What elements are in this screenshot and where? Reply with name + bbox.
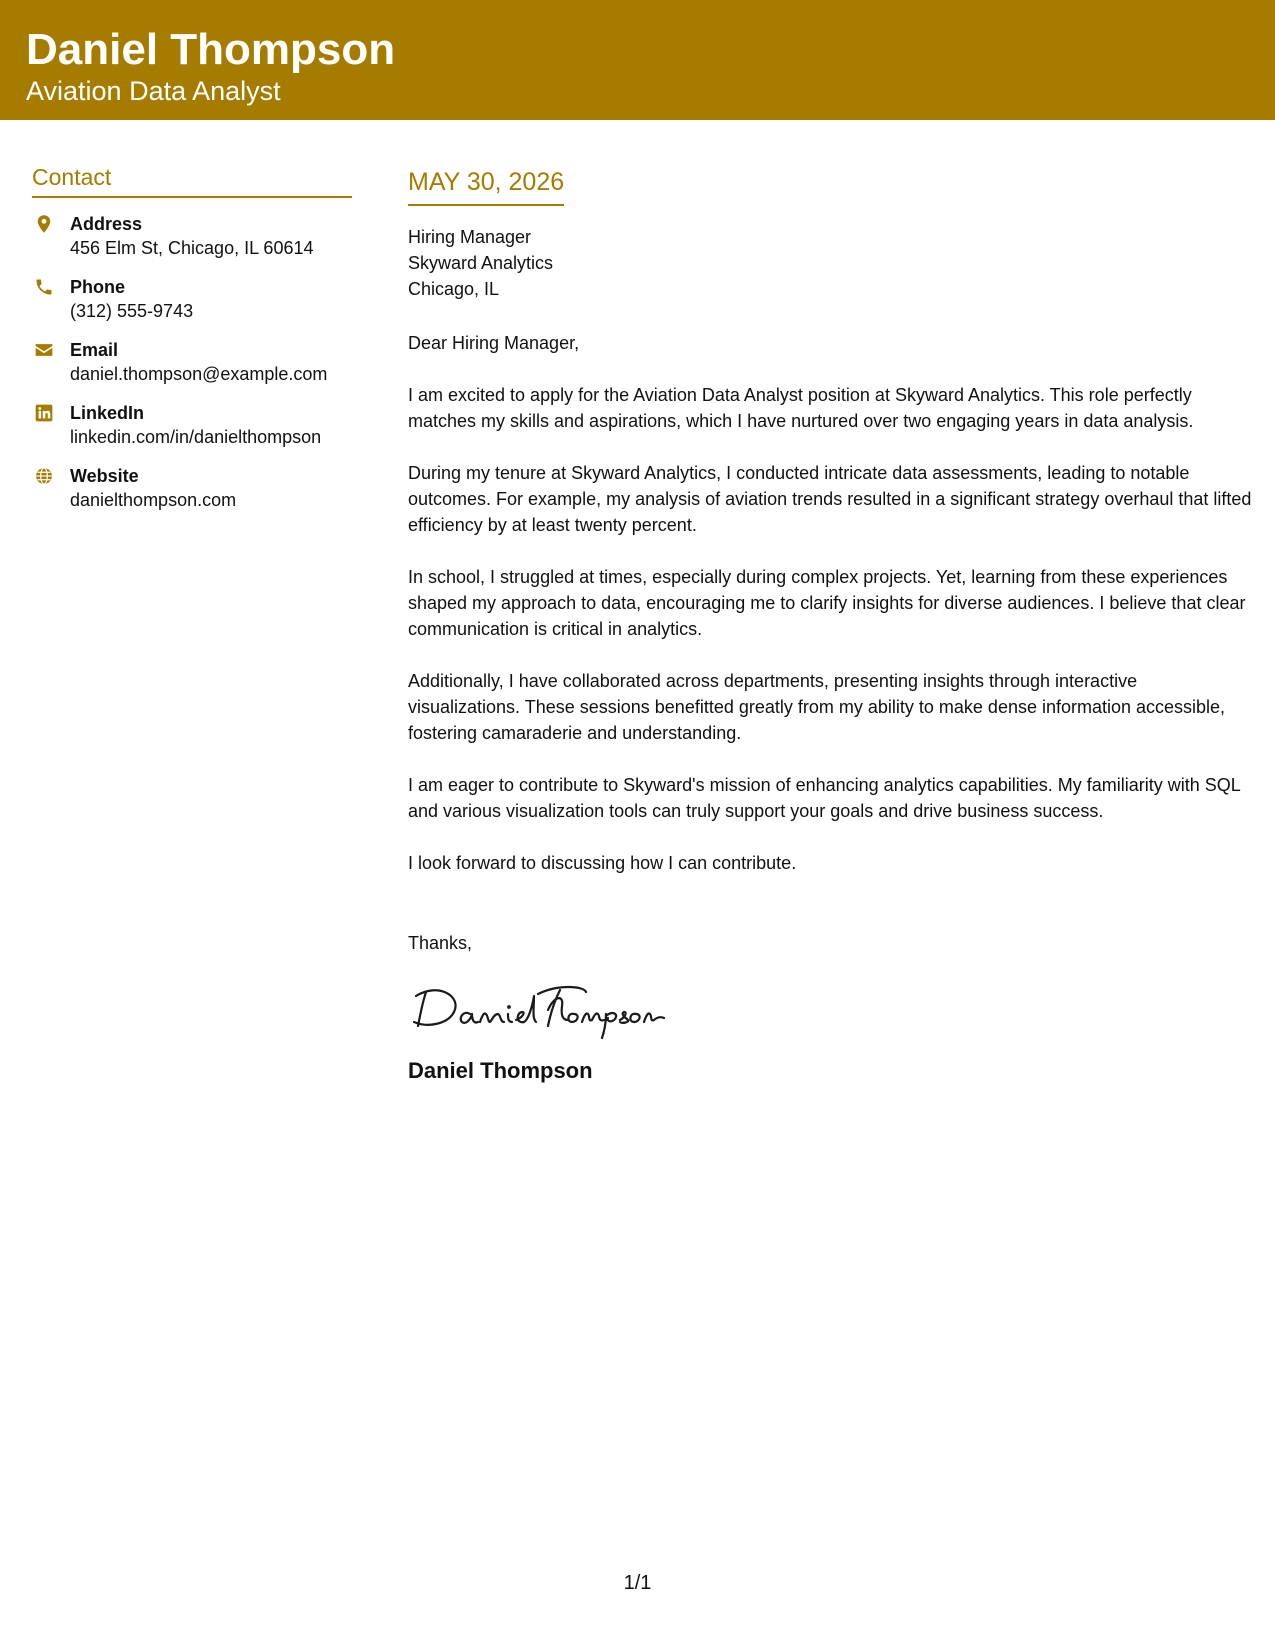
job-title: Aviation Data Analyst bbox=[26, 76, 281, 106]
page-number: 1/1 bbox=[623, 1572, 652, 1594]
contact-item-linkedin bbox=[32, 401, 352, 464]
contact-sidebar bbox=[32, 162, 352, 527]
phone-icon bbox=[34, 277, 54, 297]
recipient-line: Chicago, IL bbox=[408, 279, 500, 299]
map-pin-icon bbox=[34, 214, 54, 234]
signer-name: Daniel Thompson bbox=[408, 1058, 593, 1083]
globe-icon bbox=[34, 466, 54, 486]
salutation: Dear Hiring Manager, bbox=[408, 333, 580, 353]
address-label: Address bbox=[70, 214, 143, 234]
body-paragraph: In school, I struggled at times, especially during complex projects. Yet, learning from these experiences shaped my approach to data, encouraging me to clarify insights for diverse audiences. I believe that clear communication is critical in analytics. bbox=[408, 567, 1246, 639]
closing: Thanks, bbox=[408, 933, 473, 953]
linkedin-label: LinkedIn bbox=[70, 403, 145, 423]
contact-item-phone bbox=[32, 275, 352, 338]
address-value: 456 Elm St, Chicago, IL 60614 bbox=[70, 238, 314, 258]
website-value[interactable]: danielthompson.com bbox=[70, 490, 237, 510]
body-paragraph: I am excited to apply for the Aviation Data Analyst position at Skyward Analytics. This role perfectly matches my skills and aspirations, which I have nurtured over two engaging years in data analysis. bbox=[408, 385, 1194, 431]
body-paragraph: I look forward to discussing how I can contribute. bbox=[408, 853, 797, 873]
body-paragraph: Additionally, I have collaborated across departments, presenting insights through interactive visualizations. These sessions benefitted greatly from my ability to make dense information accessible, fostering camaraderie and understanding. bbox=[408, 671, 1226, 743]
letter-body bbox=[408, 165, 1253, 1086]
applicant-name: Daniel Thompson bbox=[26, 25, 396, 74]
envelope-icon bbox=[34, 340, 54, 360]
recipient-line: Hiring Manager bbox=[408, 227, 532, 247]
phone-label: Phone bbox=[70, 277, 126, 297]
header-banner bbox=[0, 0, 1275, 120]
email-label: Email bbox=[70, 340, 119, 360]
linkedin-value[interactable]: linkedin.com/in/danielthompson bbox=[70, 427, 322, 447]
recipient-line: Skyward Analytics bbox=[408, 253, 554, 273]
website-label: Website bbox=[70, 466, 139, 486]
contact-item-website bbox=[32, 464, 352, 527]
contact-list bbox=[32, 212, 352, 527]
contact-item-address bbox=[32, 212, 352, 275]
contact-section-title: Contact bbox=[32, 162, 352, 198]
recipient-block bbox=[408, 224, 1253, 302]
signature-image bbox=[408, 974, 678, 1040]
contact-item-email bbox=[32, 338, 352, 401]
letter-date: MAY 30, 2026 bbox=[408, 165, 564, 206]
body-paragraph: I am eager to contribute to Skyward's mission of enhancing analytics capabilities. My familiarity with SQL and various visualization tools can truly support your goals and drive business success. bbox=[408, 775, 1241, 821]
linkedin-icon bbox=[34, 403, 54, 423]
email-value[interactable]: daniel.thompson@example.com bbox=[70, 364, 328, 384]
phone-value: (312) 555-9743 bbox=[70, 301, 194, 321]
body-paragraph: During my tenure at Skyward Analytics, I conducted intricate data assessments, leading to notable outcomes. For example, my analysis of aviation trends resulted in a significant strategy overhaul that lifted efficiency by at least twenty percent. bbox=[408, 463, 1252, 535]
